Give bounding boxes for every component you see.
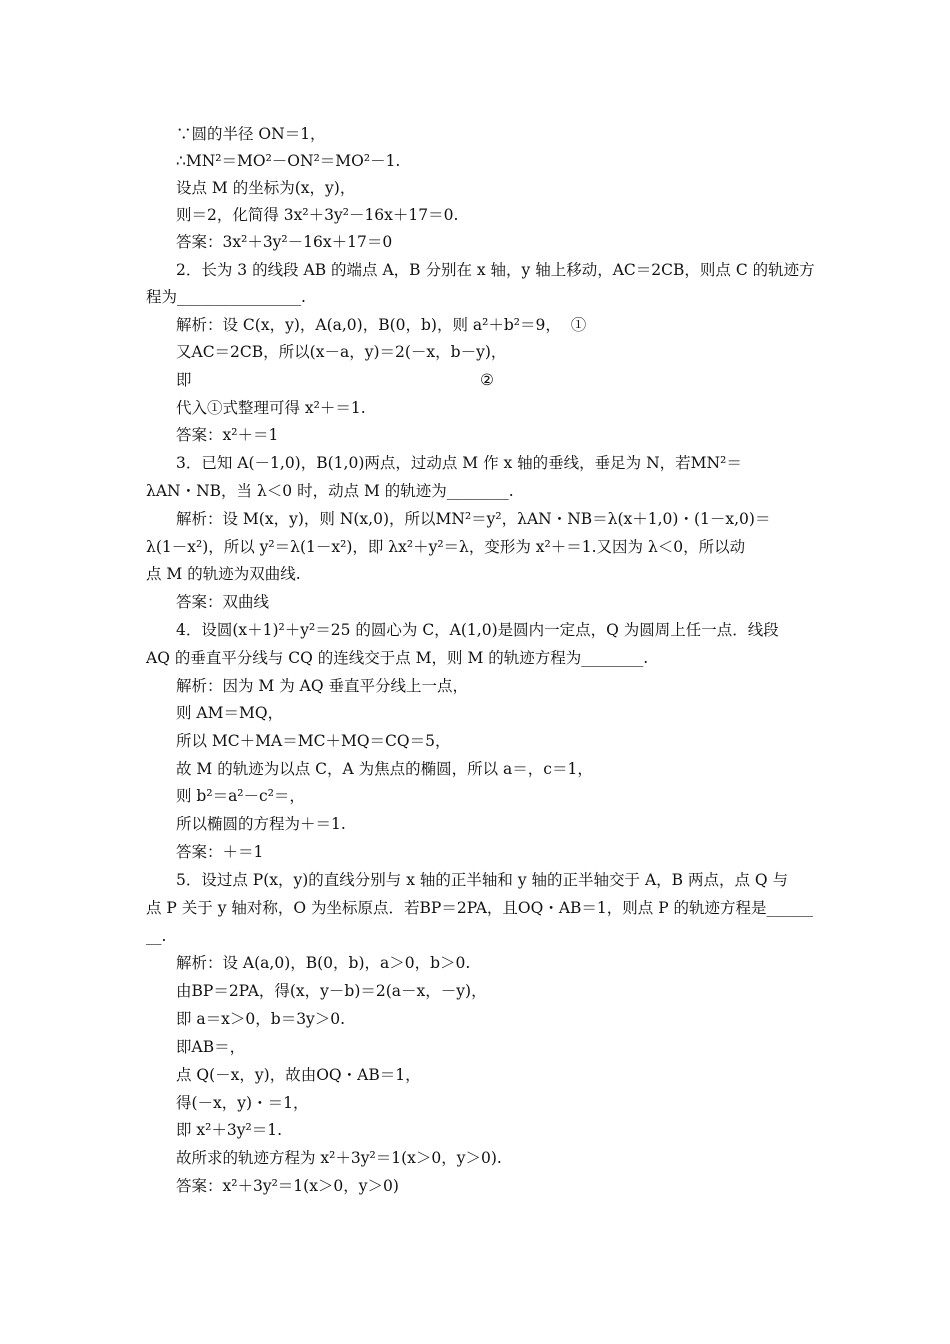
text-line: 点 M 的轨迹为双曲线.	[146, 565, 301, 583]
text-line: 设点 M 的坐标为(x，y)，	[176, 179, 356, 197]
text-line: 故所求的轨迹方程为 x²＋3y²＝1(x＞0，y＞0).	[176, 1149, 502, 1167]
question-3-line: λAN・NB，当 λ＜0 时，动点 M 的轨迹为________.	[146, 482, 514, 500]
question-2-line: 程为________________.	[146, 288, 306, 306]
question-5-line: __.	[146, 927, 167, 945]
question-3-line: 3．已知 A(－1,0)，B(1,0)两点，过动点 M 作 x 轴的垂线，垂足为 N，若MN²＝	[176, 454, 742, 472]
text-line: 则 b²＝a²－c²＝，	[176, 787, 305, 805]
text-line: 解析：因为 M 为 AQ 垂直平分线上一点，	[176, 677, 468, 695]
text-line: 由BP＝2PA，得(x，y－b)＝2(a－x，－y)，	[176, 982, 487, 1000]
text-line: 所以椭圆的方程为＋＝1.	[176, 815, 346, 833]
question-4-line: 4．设圆(x＋1)²＋y²＝25 的圆心为 C，A(1,0)是圆内一定点，Q 为圆周上任一点．线段	[176, 621, 779, 639]
text-line: 则＝2，化简得 3x²＋3y²－16x＋17＝0.	[176, 206, 459, 224]
question-5-line: 5．设过点 P(x，y)的直线分别与 x 轴的正半轴和 y 轴的正半轴交于 A，B 两点，点 Q 与	[176, 871, 789, 889]
text-line: 即 x²＋3y²＝1.	[176, 1121, 283, 1139]
answer-line: 答案：3x²＋3y²－16x＋17＝0	[176, 233, 393, 251]
question-4-line: AQ 的垂直平分线与 CQ 的连线交于点 M，则 M 的轨迹方程为________.	[146, 649, 649, 667]
question-2-line: 2．长为 3 的线段 AB 的端点 A，B 分别在 x 轴，y 轴上移动，AC＝2CB，则点 C 的轨迹方	[176, 261, 815, 279]
text-line: 点 Q(－x，y)，故由OQ・AB＝1，	[176, 1066, 421, 1084]
text-line: 代入①式整理可得 x²＋＝1.	[176, 399, 366, 417]
circled-marker: ②	[480, 371, 494, 389]
text-line: λ(1－x²)，所以 y²＝λ(1－x²)，即 λx²＋y²＝λ，变形为 x²＋＝1.又因为 λ＜0，所以动	[146, 538, 746, 556]
text-line: 即	[176, 371, 192, 389]
question-5-line: 点 P 关于 y 轴对称，O 为坐标原点．若BP＝2PA，且OQ・AB＝1，则点 P 的轨迹方程是______	[146, 899, 814, 917]
text-line: 又AC＝2CB，所以(x－a，y)＝2(－x，b－y)，	[176, 343, 507, 361]
text-line: 则 AM＝MQ，	[176, 704, 284, 722]
text-line: 解析：设 A(a,0)，B(0，b)，a＞0，b＞0.	[176, 954, 471, 972]
text-line: 故 M 的轨迹为以点 C，A 为焦点的椭圆，所以 a＝，c＝1，	[176, 760, 593, 778]
text-line: 所以 MC＋MA＝MC＋MQ＝CQ＝5，	[176, 732, 451, 750]
text-line: 即AB＝，	[176, 1038, 246, 1056]
text-line: 解析：设 C(x，y)，A(a,0)，B(0，b)，则 a²＋b²＝9， ①	[176, 316, 587, 334]
answer-line: 答案：双曲线	[176, 593, 270, 611]
answer-line: 答案：＋＝1	[176, 843, 264, 861]
text-line: 即 a＝x＞0，b＝3y＞0.	[176, 1010, 346, 1028]
text-line: ∴MN²＝MO²－ON²＝MO²－1.	[176, 152, 401, 170]
text-line: ∵圆的半径 ON＝1，	[176, 125, 326, 143]
text-line: 解析：设 M(x，y)，则 N(x,0)，所以MN²＝y²，λAN・NB＝λ(x＋1,0)・(1－x,0)＝	[176, 510, 771, 528]
answer-line: 答案：x²＋＝1	[176, 426, 279, 444]
answer-line: 答案：x²＋3y²＝1(x＞0，y＞0)	[176, 1177, 399, 1195]
text-line: 得(－x，y)・＝1，	[176, 1094, 309, 1112]
